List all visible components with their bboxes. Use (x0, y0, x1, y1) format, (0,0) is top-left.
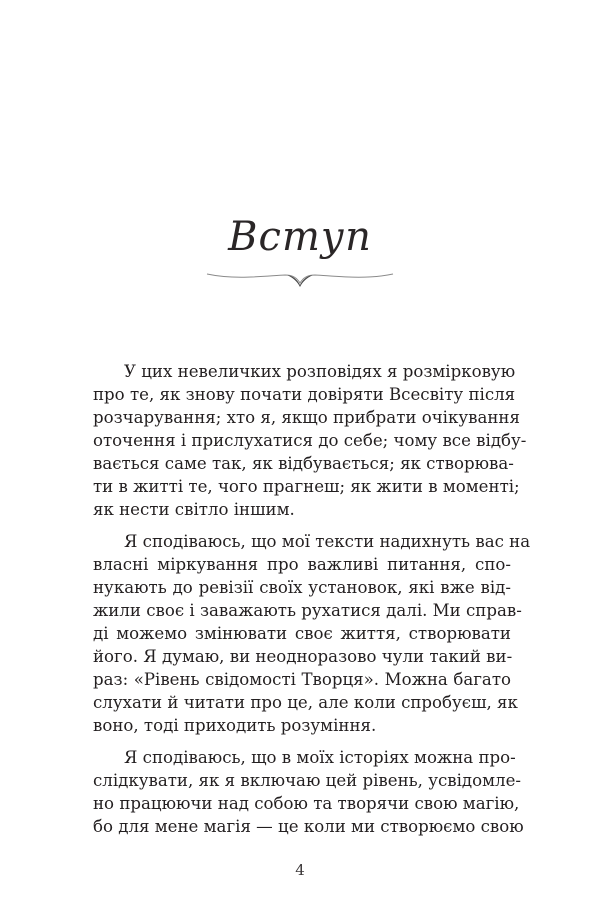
text-line: но працюючи над собою та творячи свою магію, (93, 794, 520, 813)
text-line: воно, тоді приходить розуміння. (93, 716, 377, 735)
body-text (93, 360, 531, 847)
text-line: Я сподіваюсь, що в моїх історіях можна про- (124, 748, 516, 767)
paragraph (93, 746, 524, 838)
text-line: власні міркування про важливі питання, спо- (93, 555, 511, 574)
text-line: бо для мене магія — це коли ми створюємо свою (93, 817, 524, 836)
text-line: раз: «Рівень свідомості Творця». Можна багато (93, 670, 511, 689)
paragraph (93, 360, 527, 521)
text-line: Я сподіваюсь, що мої тексти надихнуть вас на (124, 532, 531, 551)
page-number: 4 (295, 861, 305, 879)
text-line: вається саме так, як відбувається; як створюва- (93, 454, 514, 473)
paragraph (93, 530, 531, 737)
text-line: як нести світло іншим. (93, 500, 295, 519)
text-line: жили своє і заважають рухатися далі. Ми справ- (93, 601, 522, 620)
chapter-title: Вступ (228, 214, 372, 260)
text-line: слідкувати, як я включаю цей рівень, усвідомле- (93, 771, 522, 790)
text-line: нукають до ревізії своїх установок, які вже від- (93, 578, 511, 597)
text-line: У цих невеличких розповідях я розмірковую (124, 362, 516, 381)
flourish-divider-icon (205, 266, 395, 288)
text-line: слухати й читати про це, але коли спробуєш, як (93, 693, 518, 712)
text-line: ти в житті те, чого прагнеш; як жити в моменті; (93, 477, 520, 496)
text-line: оточення і прислухатися до себе; чому все відбу- (93, 431, 527, 450)
text-line: ді можемо змінювати своє життя, створювати (93, 624, 511, 643)
text-line: про те, як знову почати довіряти Всесвіту після (93, 385, 516, 404)
text-line: його. Я думаю, ви неодноразово чули такий ви- (93, 647, 513, 666)
text-line: розчарування; хто я, якщо прибрати очікування (93, 408, 520, 427)
